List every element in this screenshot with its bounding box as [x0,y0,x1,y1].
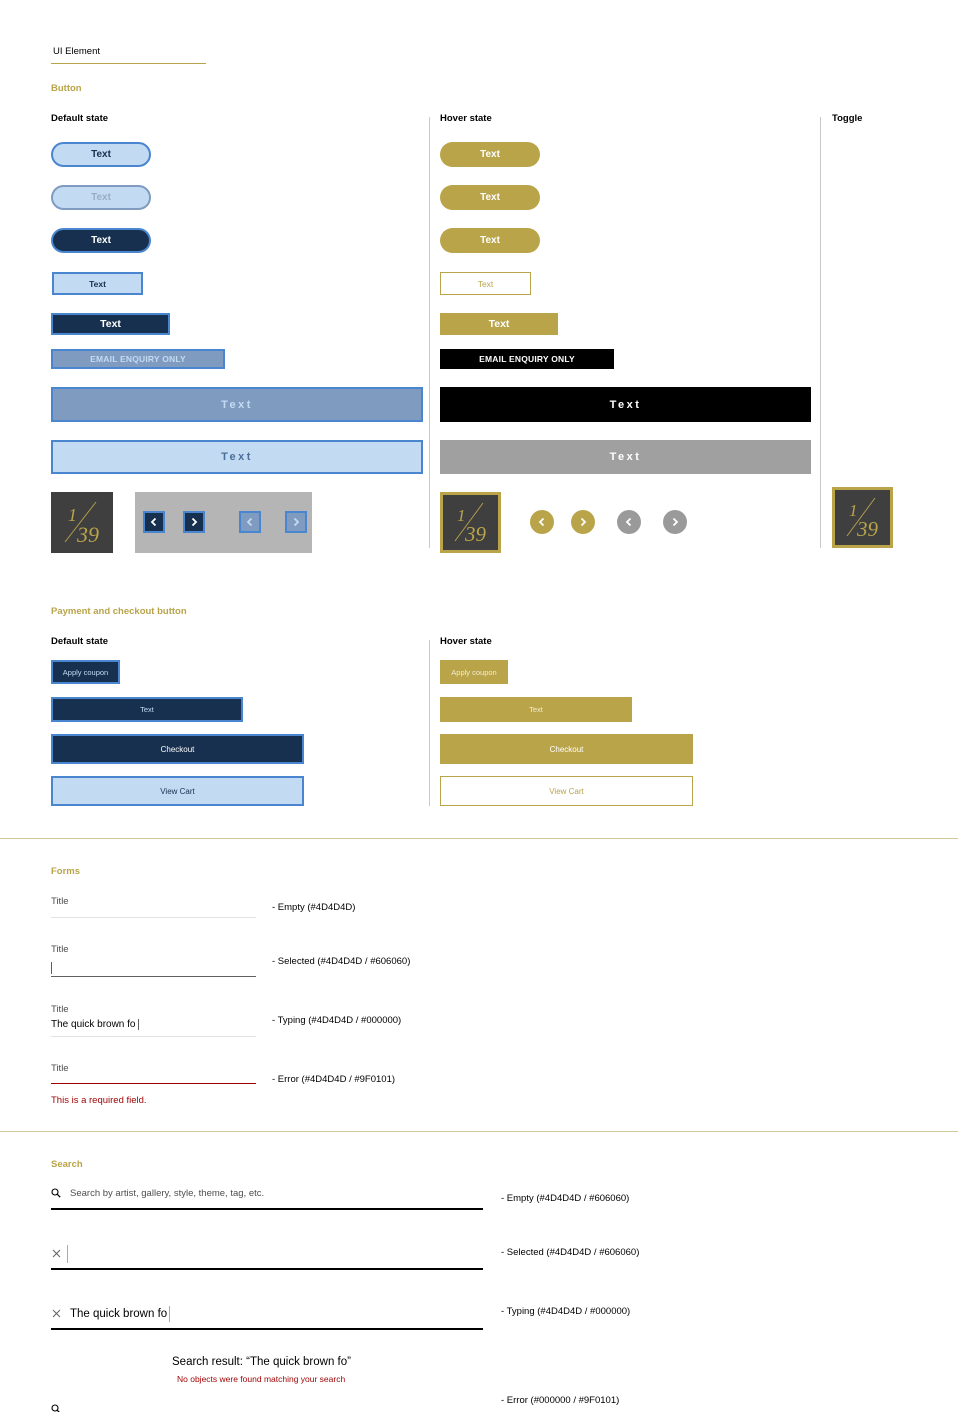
search-input-empty[interactable]: Search by artist, gallery, style, theme, tag, etc. [70,1188,265,1199]
default-text-button[interactable]: Text [51,697,243,722]
search-result-error: No objects were found matching your search [177,1374,346,1384]
form-error-message: This is a required field. [51,1095,147,1106]
next-arrow-button-disabled[interactable] [285,511,307,533]
form-input-typing[interactable] [51,1019,256,1035]
search-result-title: Search result: “The quick brown fo” [172,1356,351,1368]
button-hover-heading: Hover state [440,113,492,124]
default-dark-rect-button[interactable]: Text [51,313,170,335]
form-state-note: - Error (#4D4D4D / #9F0101) [272,1074,396,1085]
chevron-left-icon [537,517,547,527]
default-apply-coupon-button[interactable]: Apply coupon [51,660,120,684]
hover-prev-circle-button[interactable] [530,510,554,534]
form-state-note: - Empty (#4D4D4D) [272,902,356,913]
chevron-right-icon [578,517,588,527]
default-email-enquiry-button[interactable]: EMAIL ENQUIRY ONLY [51,349,225,369]
hover-checkout-button[interactable]: Checkout [440,734,693,764]
chevron-right-icon [291,517,301,527]
counter-tile-hover[interactable] [440,492,501,553]
default-view-cart-button[interactable]: View Cart [51,776,304,806]
search-underline [51,1328,483,1330]
counter-tile-graphic [835,490,890,545]
search-state-note: - Typing (#4D4D4D / #000000) [501,1306,631,1317]
divider-hover-toggle [820,117,821,548]
search-input-typing[interactable] [70,1306,170,1322]
form-state-note: - Selected (#4D4D4D / #606060) [272,956,411,967]
search-bar-selected[interactable] [51,1242,483,1268]
hover-gold-rect-button[interactable]: Text [440,313,558,335]
default-checkout-button[interactable]: Checkout [51,734,304,764]
form-state-note: - Typing (#4D4D4D / #000000) [272,1015,402,1026]
button-section-heading: Button [51,83,82,94]
chevron-left-icon [245,517,255,527]
search-input-value: The quick brown fo [70,1308,168,1321]
hover-view-cart-button[interactable]: View Cart [440,776,693,806]
close-icon[interactable] [52,1249,61,1258]
text-caret [51,962,52,974]
hover-pill-button-1[interactable]: Text [440,142,540,167]
form-input-underline [51,1036,256,1037]
button-toggle-heading: Toggle [832,113,863,124]
payment-hover-heading: Hover state [440,636,492,647]
page-title: UI Element [53,46,100,57]
default-pill-button-disabled[interactable]: Text [51,185,151,210]
svg-text:1: 1 [68,505,77,525]
chevron-right-icon [189,517,199,527]
form-input-underline [51,976,256,977]
search-bar-typing[interactable] [51,1303,483,1328]
hover-pill-button-3[interactable]: Text [440,228,540,253]
chevron-right-icon [670,517,680,527]
default-wide-button-1[interactable]: Text [51,387,423,422]
hover-wide-button-1[interactable]: Text [440,387,811,422]
counter-tile-default[interactable] [51,492,113,553]
section-divider-1 [0,838,958,839]
counter-tile-graphic [443,495,498,550]
hover-pill-button-2[interactable]: Text [440,185,540,210]
close-icon[interactable] [52,1309,61,1318]
text-caret [67,1245,68,1263]
text-caret [138,1019,139,1030]
search-state-note: - Empty (#4D4D4D / #606060) [501,1193,630,1204]
forms-section-heading: Forms [51,866,81,877]
form-input-error[interactable] [51,1068,256,1083]
payment-default-heading: Default state [51,636,109,647]
chevron-left-icon [149,517,159,527]
prev-arrow-button[interactable] [143,511,165,533]
default-pill-button-dark[interactable]: Text [51,228,151,253]
chevron-left-icon [624,517,634,527]
hover-text-button[interactable]: Text [440,697,632,722]
search-state-note: - Error (#000000 / #9F0101) [501,1395,620,1406]
search-bar-empty[interactable] [51,1186,483,1208]
form-input-underline [51,917,256,918]
hover-small-rect-button[interactable]: Text [440,272,531,295]
default-wide-button-2[interactable]: Text [51,440,423,474]
divider-default-hover [429,117,430,548]
title-underline [51,63,206,64]
search-section-heading: Search [51,1159,83,1170]
hover-apply-coupon-button[interactable]: Apply coupon [440,660,508,684]
prev-arrow-button-disabled[interactable] [239,511,261,533]
form-field-label: Title [51,1004,69,1015]
hover-prev-circle-button-disabled[interactable] [617,510,641,534]
svg-text:1: 1 [457,506,466,525]
section-divider-2 [0,1131,958,1132]
default-small-rect-button[interactable]: Text [52,272,143,295]
hover-wide-button-2[interactable]: Text [440,440,811,474]
form-input-value: The quick brown fo [51,1019,136,1031]
svg-text:39: 39 [465,522,486,546]
search-underline [51,1208,483,1210]
button-default-heading: Default state [51,113,109,124]
search-icon [51,1404,61,1412]
svg-text:39: 39 [857,517,878,541]
default-pill-button-1[interactable]: Text [51,142,151,167]
hover-next-circle-button-disabled[interactable] [663,510,687,534]
search-icon [51,1188,61,1198]
hover-next-circle-button[interactable] [571,510,595,534]
form-input-underline-error [51,1083,256,1084]
payment-divider [429,640,430,806]
counter-tile-graphic [51,492,113,553]
form-field-label: Title [51,1063,69,1074]
text-caret [169,1306,170,1322]
counter-tile-toggle[interactable] [832,487,893,548]
svg-text:1: 1 [849,501,858,520]
search-underline [51,1268,483,1270]
payment-section-heading: Payment and checkout button [51,606,187,617]
hover-email-enquiry-button[interactable]: EMAIL ENQUIRY ONLY [440,349,614,369]
search-state-note: - Selected (#4D4D4D / #606060) [501,1247,640,1258]
next-arrow-button[interactable] [183,511,205,533]
form-field-label: Title [51,896,69,907]
svg-text:39: 39 [77,522,99,547]
form-input-selected[interactable] [51,958,256,976]
form-field-label: Title [51,944,69,955]
form-input-empty[interactable] [51,902,256,917]
